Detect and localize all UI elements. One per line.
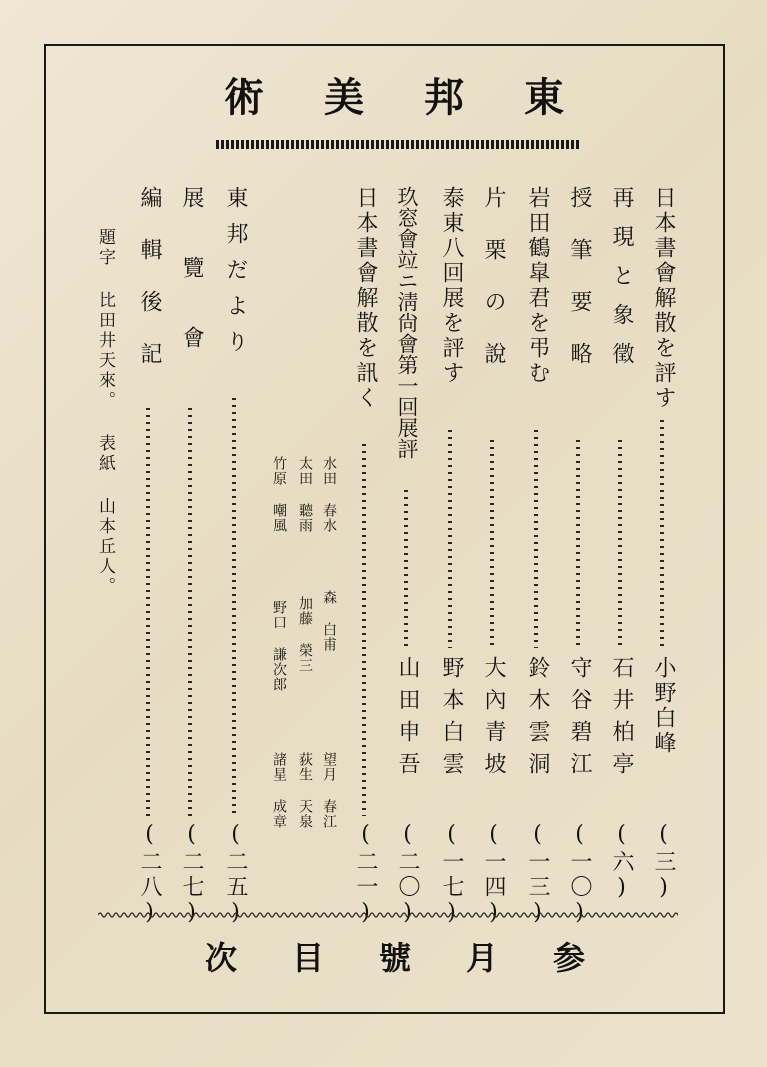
entry-page: (二八) [137, 822, 162, 928]
leader-dots [404, 490, 408, 648]
entry-page: (一四) [481, 822, 506, 928]
entry-title: 授筆要略 [567, 186, 592, 394]
entry-title: 東邦だより [223, 186, 248, 366]
entry-page: (一七) [439, 822, 464, 928]
entry-author: 野本白雲 [439, 656, 464, 784]
leader-dots [490, 440, 494, 648]
entry-author: 大內青坡 [481, 656, 506, 784]
entry-title: 岩田鶴皐君を弔む [525, 186, 550, 386]
magazine-title [224, 72, 564, 124]
entry-title: 日本書會解散を評す [651, 186, 676, 411]
leader-dots [534, 430, 538, 648]
entry-author: 鈴木雲洞 [525, 656, 550, 784]
respondent-name: 竹原 嘲風 [271, 456, 287, 533]
leader-dots [660, 420, 664, 650]
entry-title: 再現と象徵 [609, 186, 634, 381]
title-char: 術 [224, 74, 264, 121]
entry-page: (二五) [223, 822, 248, 928]
entry-title: 編輯後記 [137, 186, 162, 394]
title-rule [216, 140, 580, 149]
footer-char: 参 [552, 939, 585, 977]
entry-title: 泰東八回展を評す [439, 186, 464, 386]
entry-title: 日本書會解散を訊く [353, 186, 378, 411]
leader-dots [576, 440, 580, 648]
respondent-name: 望月 春江 [321, 752, 337, 829]
leader-dots [618, 440, 622, 648]
respondent-name: 水田 春水 [321, 456, 337, 533]
entry-page: (一三) [525, 822, 550, 928]
entry-author: 石井柏亭 [609, 656, 634, 784]
footer-heading [205, 936, 585, 980]
entry-page: (一〇) [567, 822, 592, 928]
wave-rule [98, 908, 678, 922]
entry-page: (二〇) [395, 822, 420, 928]
respondent-name: 諸星 成章 [271, 752, 287, 829]
leader-dots [146, 408, 150, 816]
entry-page: (三) [651, 822, 676, 903]
footer-char: 號 [378, 939, 411, 977]
respondent-name: 加藤 榮三 [297, 596, 313, 673]
entry-title: 展覽會 [179, 186, 204, 396]
title-char: 東 [524, 74, 564, 121]
footer-char: 月 [465, 939, 498, 977]
respondent-name: 野口 謙次郎 [271, 600, 287, 692]
footer-char: 次 [205, 939, 238, 977]
entry-title: 片栗の說 [481, 186, 506, 394]
respondent-name: 森 白甫 [321, 590, 337, 652]
entry-title: 玖窓會竝ニ淸尙會第一回展評 [395, 186, 419, 459]
respondent-name: 荻生 天泉 [297, 752, 313, 829]
respondent-name: 太田 聽雨 [297, 456, 313, 533]
entry-page: (二七) [179, 822, 204, 928]
entry-author: 山田申吾 [395, 656, 420, 784]
title-char: 美 [324, 74, 364, 121]
leader-dots [448, 430, 452, 648]
leader-dots [232, 398, 236, 816]
entry-page: (二一) [353, 822, 378, 928]
title-char: 邦 [424, 74, 464, 121]
entry-page: (六) [609, 822, 634, 903]
credits: 題字 比田井天來。 表紙 山本丘人。 [95, 228, 115, 597]
entry-author: 守谷碧江 [567, 656, 592, 784]
footer-char: 目 [291, 939, 324, 977]
entry-author: 小野白峰 [651, 656, 676, 756]
leader-dots [188, 408, 192, 816]
leader-dots [362, 444, 366, 816]
